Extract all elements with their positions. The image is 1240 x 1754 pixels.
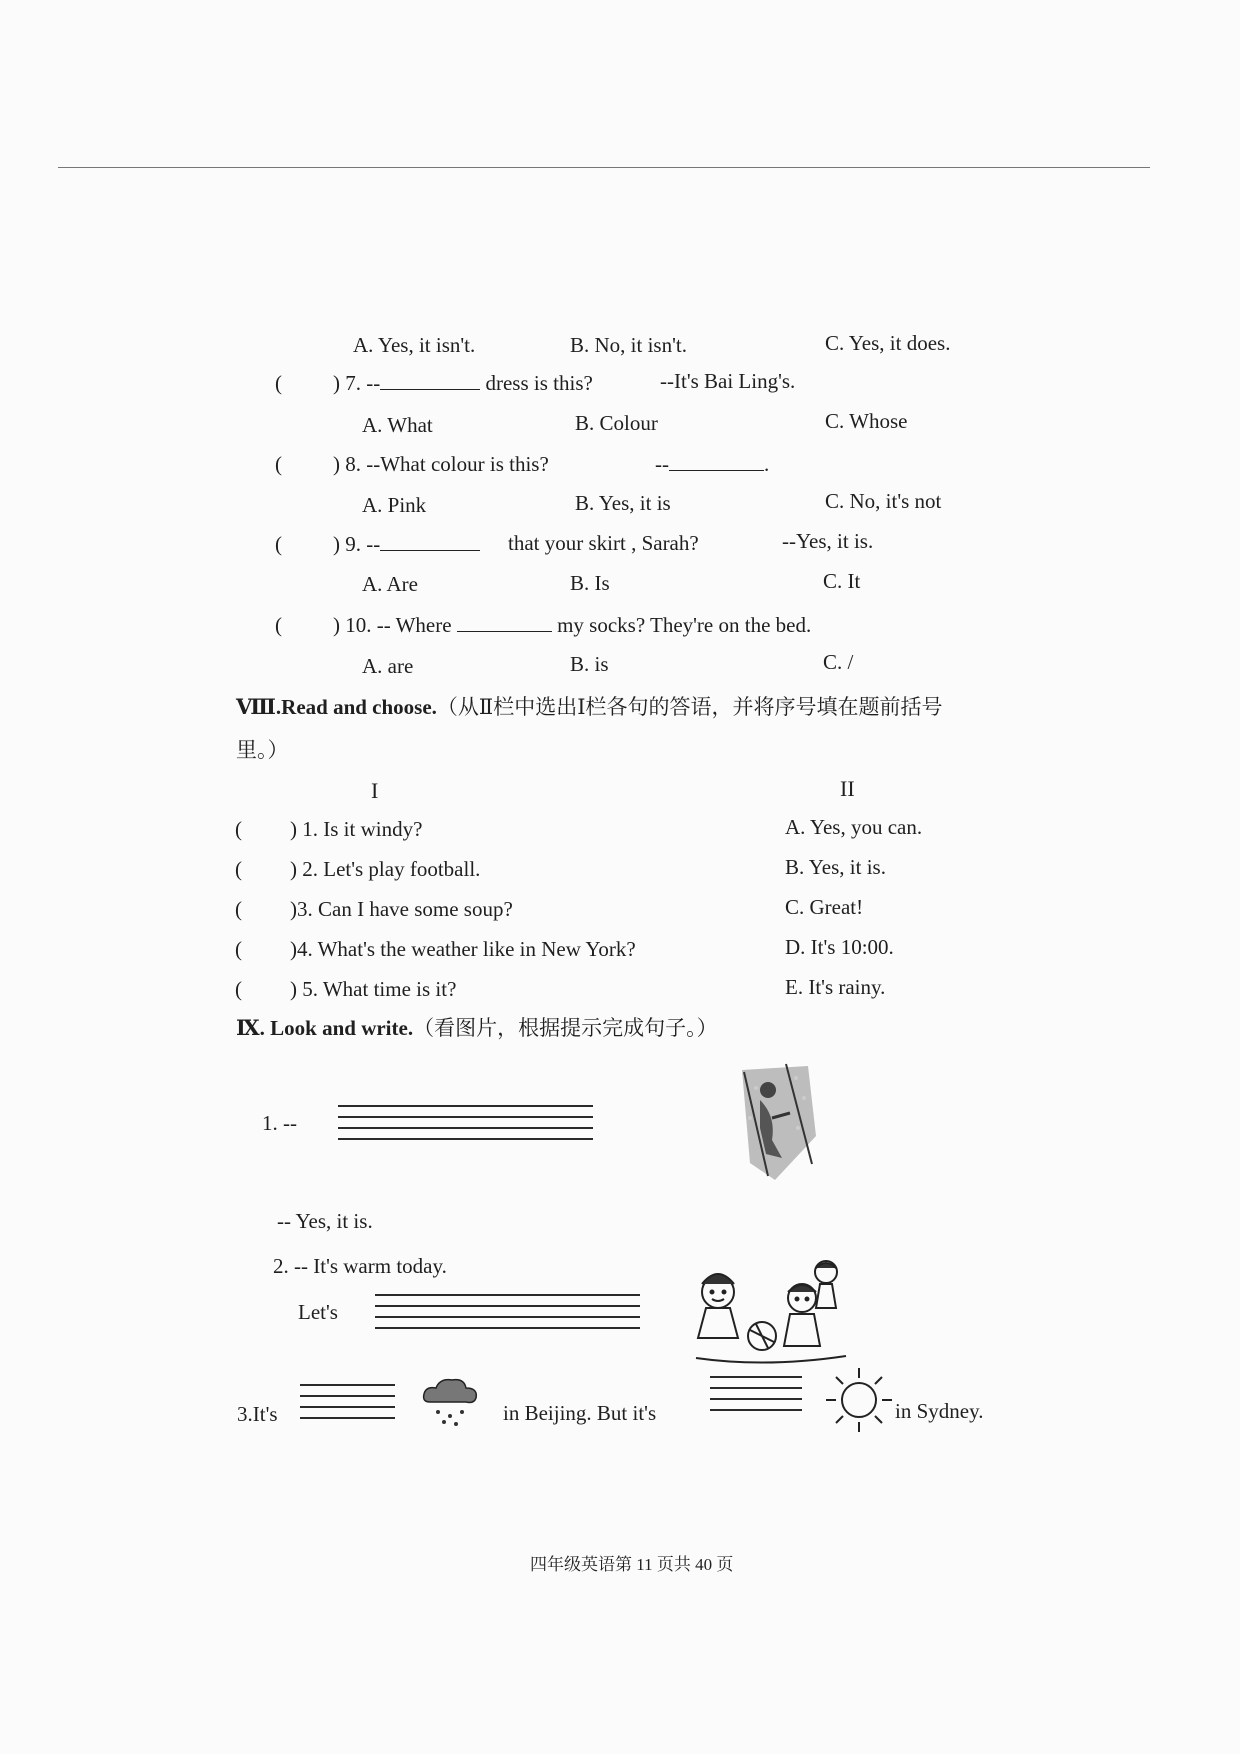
column-ii-header: II xyxy=(840,776,855,801)
q9-blank[interactable] xyxy=(380,549,480,551)
q10-option-c: C. / xyxy=(823,650,854,674)
write-q1-lines[interactable] xyxy=(338,1105,593,1149)
match-item-4: )4. What's the weather like in New York? xyxy=(290,937,636,961)
column-i-header: I xyxy=(371,778,379,803)
write-q3-lines-2[interactable] xyxy=(710,1376,802,1420)
match-paren: ( xyxy=(235,937,242,961)
q8-answer-blank: -- . xyxy=(655,452,770,476)
q7-paren: ( xyxy=(275,371,282,395)
kids-playing-picture xyxy=(686,1258,852,1370)
match-answer-a: A. Yes, you can. xyxy=(785,815,923,839)
write-q3-mid: in Beijing. But it's xyxy=(503,1401,657,1425)
sun-icon xyxy=(820,1364,898,1436)
q7-option-b: B. Colour xyxy=(575,411,658,435)
write-q2-lines[interactable] xyxy=(375,1294,640,1338)
q9-answer: --Yes, it is. xyxy=(782,529,874,553)
section8-heading-cont: 里。） xyxy=(236,738,289,762)
q6-option-b: B. No, it isn't. xyxy=(570,333,687,357)
top-rule xyxy=(58,167,1150,168)
match-answer-c: C. Great! xyxy=(785,895,864,919)
q8-option-a: A. Pink xyxy=(362,493,427,517)
q7-blank[interactable] xyxy=(380,388,480,390)
q10-paren: ( xyxy=(275,613,282,637)
q7-option-c: C. Whose xyxy=(825,409,908,433)
match-answer-b: B. Yes, it is. xyxy=(785,855,886,879)
q9-text: that your skirt , Sarah? xyxy=(508,531,699,555)
q8-blank[interactable] xyxy=(669,469,764,471)
match-answer-d: D. It's 10:00. xyxy=(785,935,894,959)
q8-question: ) 8. --What colour is this? xyxy=(333,452,549,476)
q7-question: ) 7. -- dress is this? xyxy=(333,371,593,395)
q7-option-a: A. What xyxy=(362,413,433,437)
q7-answer: --It's Bai Ling's. xyxy=(660,369,796,393)
page-footer: 四年级英语第 11 页共 40 页 xyxy=(530,1555,734,1574)
q9-paren: ( xyxy=(275,532,282,556)
write-q3-lines-1[interactable] xyxy=(300,1384,395,1428)
match-item-3: )3. Can I have some soup? xyxy=(290,897,513,921)
q9-option-c: C. It xyxy=(823,569,861,593)
q10-question: ) 10. -- Where my socks? They're on the bed. xyxy=(333,613,812,637)
match-paren: ( xyxy=(235,817,242,841)
write-q2-line: 2. -- It's warm today. xyxy=(273,1254,447,1278)
q8-option-b: B. Yes, it is xyxy=(575,491,671,515)
q6-option-a: A. Yes, it isn't. xyxy=(353,333,476,357)
write-q1-prefix: 1. -- xyxy=(262,1111,297,1135)
match-item-5: ) 5. What time is it? xyxy=(290,977,457,1001)
q8-paren: ( xyxy=(275,452,282,476)
match-answer-e: E. It's rainy. xyxy=(785,975,886,999)
match-item-2: ) 2. Let's play football. xyxy=(290,857,481,881)
write-q1-answer: -- Yes, it is. xyxy=(277,1209,373,1233)
write-q3-prefix: 3.It's xyxy=(237,1402,278,1426)
match-paren: ( xyxy=(235,897,242,921)
q9-question: ) 9. -- xyxy=(333,534,480,555)
q8-option-c: C. No, it's not xyxy=(825,489,942,513)
slide-picture xyxy=(720,1058,820,1188)
q10-blank[interactable] xyxy=(457,630,552,632)
section8-heading: Ⅷ.Read and choose.（从Ⅱ栏中选出Ⅰ栏各句的答语，并将序号填在题前括号 xyxy=(236,695,943,719)
q10-option-b: B. is xyxy=(570,652,609,676)
match-paren: ( xyxy=(235,977,242,1001)
write-q2-prefix: Let's xyxy=(298,1300,338,1324)
q9-option-a: A. Are xyxy=(362,572,418,596)
section9-heading: Ⅸ. Look and write.（看图片，根据提示完成句子。） xyxy=(236,1016,718,1040)
q6-option-c: C. Yes, it does. xyxy=(825,331,951,355)
match-paren: ( xyxy=(235,857,242,881)
q9-option-b: B. Is xyxy=(570,571,610,595)
write-q3-end: in Sydney. xyxy=(895,1399,984,1423)
q10-option-a: A. are xyxy=(362,654,414,678)
match-item-1: ) 1. Is it windy? xyxy=(290,817,423,841)
rain-cloud-icon xyxy=(420,1374,482,1428)
